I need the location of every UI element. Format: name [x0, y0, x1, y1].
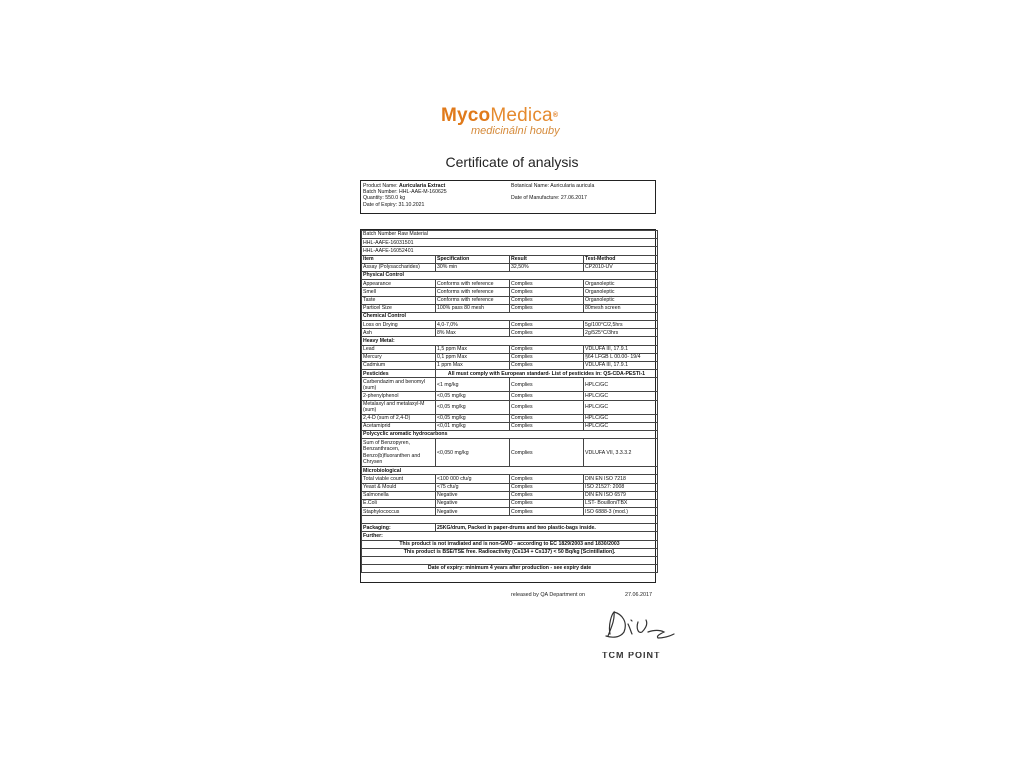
- packaging-label: Packaging:: [362, 524, 436, 532]
- table-row: [362, 353, 658, 361]
- method-cell: HPLC/GC: [584, 400, 658, 414]
- expiry-note: Date of expiry: minimum 4 years after production - see expiry date: [362, 565, 658, 573]
- method-cell: ISO 21527: 2008: [584, 483, 658, 491]
- registered-mark: ®: [552, 112, 559, 119]
- spec-cell: Negative: [436, 508, 510, 516]
- release-date: 27.06.2017: [625, 592, 652, 598]
- spec-cell: <0,05 mg/kg: [436, 400, 510, 414]
- spec-cell: <0,01 mg/kg: [436, 422, 510, 430]
- item-cell: Lead: [362, 345, 436, 353]
- result-cell: 32,50%: [510, 263, 584, 271]
- expiry-row: [362, 565, 658, 573]
- section-microbiological: Microbiological: [362, 467, 658, 475]
- table-row: [362, 329, 658, 337]
- result-cell: Complies: [510, 483, 584, 491]
- spec-cell: 0,1 ppm Max: [436, 353, 510, 361]
- raw-material-row: [362, 231, 658, 239]
- item-cell: E.Coli: [362, 499, 436, 507]
- result-cell: Complies: [510, 353, 584, 361]
- method-cell: HPLC/GC: [584, 414, 658, 422]
- spec-cell: Conforms with reference: [436, 288, 510, 296]
- section-row: [362, 370, 658, 378]
- table-row: [362, 439, 658, 467]
- method-cell: HPLC/GC: [584, 378, 658, 392]
- item-cell: Staphylococcus: [362, 508, 436, 516]
- table-row: [362, 304, 658, 312]
- method-cell: HPLC/GC: [584, 422, 658, 430]
- item-cell: 2-phenylphenol: [362, 392, 436, 400]
- item-cell: Yeast & Mould: [362, 483, 436, 491]
- item-cell: Loss on Drying: [362, 321, 436, 329]
- method-cell: ISO 6888-3 (mod.): [584, 508, 658, 516]
- header-method: Test-Method: [584, 255, 658, 263]
- item-cell: Acetamiprid: [362, 422, 436, 430]
- packaging-row: [362, 524, 658, 532]
- result-cell: Complies: [510, 475, 584, 483]
- logo-myco: Myco: [441, 105, 491, 126]
- section-row: [362, 271, 658, 279]
- method-cell: VDLUFA VII, 3.3.3.2: [584, 439, 658, 467]
- table-row: [362, 296, 658, 304]
- result-cell: Complies: [510, 491, 584, 499]
- item-cell: Metalaxyl and metalaxyl-M (sum): [362, 400, 436, 414]
- method-cell: LST- Bouillon/TBX: [584, 499, 658, 507]
- spec-cell: <75 cfu/g: [436, 483, 510, 491]
- result-cell: Complies: [510, 288, 584, 296]
- table-row: [362, 280, 658, 288]
- pesticides-note: All must comply with European standard- List of pesticides in: QS-CDA-PESTI-1: [436, 370, 658, 378]
- spec-cell: 8% Max: [436, 329, 510, 337]
- table-row: [362, 508, 658, 516]
- further-row: [362, 548, 658, 556]
- spec-cell: <1 mg/kg: [436, 378, 510, 392]
- spacer-cell: [362, 557, 658, 565]
- logo-brand: [441, 106, 581, 126]
- quantity: Quantity: 550.0 kg: [363, 195, 406, 202]
- raw-material-row: [362, 247, 658, 255]
- spec-cell: <100 000 cfu/g: [436, 475, 510, 483]
- spacer-row: [362, 557, 658, 565]
- section-physical: Physical Control: [362, 271, 658, 279]
- method-cell: HPLC/GC: [584, 392, 658, 400]
- table-row: [362, 362, 658, 370]
- spec-cell: <0,05 mg/kg: [436, 414, 510, 422]
- batch-number: Batch Number: HHL-AAE-M-160625: [363, 189, 447, 196]
- item-cell: 2,4-D (sum of 2,4-D): [362, 414, 436, 422]
- method-cell: 80mesh screen: [584, 304, 658, 312]
- table-row: [362, 345, 658, 353]
- result-cell: Complies: [510, 329, 584, 337]
- section-pesticides: Pesticides: [362, 370, 436, 378]
- section-chemical: Chemical Control: [362, 312, 658, 320]
- method-cell: Organoleptic: [584, 280, 658, 288]
- raw-material-batch: HHL-AAFE-16031501: [362, 239, 658, 247]
- section-row: [362, 337, 658, 345]
- result-cell: Complies: [510, 280, 584, 288]
- raw-material-row: [362, 239, 658, 247]
- result-cell: Complies: [510, 508, 584, 516]
- signature-image: [598, 606, 688, 646]
- spec-cell: Negative: [436, 491, 510, 499]
- result-cell: Complies: [510, 378, 584, 392]
- result-cell: Complies: [510, 296, 584, 304]
- method-cell: CP2010-UV: [584, 263, 658, 271]
- table-row: [362, 491, 658, 499]
- spec-cell: 100% pass 80 mesh: [436, 304, 510, 312]
- table-row: [362, 422, 658, 430]
- table-row: [362, 483, 658, 491]
- item-cell: Assay (Polysaccharides): [362, 263, 436, 271]
- table-row: [362, 378, 658, 392]
- spec-cell: <0,050 mg/kg: [436, 439, 510, 467]
- method-cell: §64 LFGB L 00.00- 19/4: [584, 353, 658, 361]
- spec-cell: Negative: [436, 499, 510, 507]
- logo-medica: Medica: [490, 105, 553, 126]
- raw-material-batch: HHL-AAFE-16052401: [362, 247, 658, 255]
- item-cell: Sum of Benzopyren, Benzanthracen, Benzo(b)fluoranthen and Chrysen: [362, 439, 436, 467]
- section-row: [362, 430, 658, 438]
- date-of-manufacture: Date of Manufacture: 27.06.2017: [511, 195, 587, 202]
- spec-cell: Conforms with reference: [436, 280, 510, 288]
- result-cell: Complies: [510, 499, 584, 507]
- table-row: [362, 499, 658, 507]
- spacer-cell: [362, 516, 658, 524]
- further-line1: This product is not irradiated and is non-GMO - according to EC 1829/2003 and 1830/2003: [362, 540, 658, 548]
- method-cell: 5g/100°C/2,5hrs: [584, 321, 658, 329]
- item-cell: Smell: [362, 288, 436, 296]
- item-cell: Ash: [362, 329, 436, 337]
- stamp-image: TCM POINT: [602, 652, 661, 658]
- item-cell: Salmonella: [362, 491, 436, 499]
- method-cell: DIN EN ISO 7218: [584, 475, 658, 483]
- release-text: released by QA Department on: [511, 592, 586, 598]
- spacer-row: [362, 516, 658, 524]
- method-cell: Organoleptic: [584, 288, 658, 296]
- method-cell: VDLUFA III, 17.9.1: [584, 345, 658, 353]
- spec-cell: <0,05 mg/kg: [436, 392, 510, 400]
- method-cell: VDLUFA III, 17.9.1: [584, 362, 658, 370]
- method-cell: 2g/525°C/3hrs: [584, 329, 658, 337]
- spec-cell: 4,0-7,0%: [436, 321, 510, 329]
- item-cell: Taste: [362, 296, 436, 304]
- further-row: [362, 540, 658, 548]
- date-of-expiry: Date of Expiry: 31.10.2021: [363, 201, 425, 208]
- item-cell: Cadmium: [362, 362, 436, 370]
- spec-cell: Conforms with reference: [436, 296, 510, 304]
- result-cell: Complies: [510, 400, 584, 414]
- item-cell: Appearance: [362, 280, 436, 288]
- further-row: [362, 532, 658, 540]
- result-cell: Complies: [510, 392, 584, 400]
- result-cell: Complies: [510, 414, 584, 422]
- further-label: Further:: [362, 532, 658, 540]
- release-note: [511, 592, 652, 598]
- document-title: Certificate of analysis: [445, 154, 579, 170]
- table-row: [362, 400, 658, 414]
- method-cell: DIN EN ISO 6579: [584, 491, 658, 499]
- section-pah: Polycyclic aromatic hydrocarbons: [362, 430, 658, 438]
- spec-cell: 30% min: [436, 263, 510, 271]
- analysis-box: [360, 229, 656, 583]
- item-cell: Total viable count: [362, 475, 436, 483]
- result-cell: Complies: [510, 304, 584, 312]
- analysis-table: [361, 230, 658, 573]
- table-header-row: [362, 255, 658, 263]
- botanical-name: Botanical Name: Auricularia auricula: [511, 183, 595, 189]
- section-heavy-metal: Heavy Metal:: [362, 337, 658, 345]
- product-name: Product Name: Auricularia Extract: [363, 183, 446, 189]
- result-cell: Complies: [510, 345, 584, 353]
- header-result: Result: [510, 255, 584, 263]
- header-item: Item: [362, 255, 436, 263]
- table-row: [362, 475, 658, 483]
- result-cell: Complies: [510, 362, 584, 370]
- packaging-value: 25KG/drum, Packed in paper-drums and two plastic-bags inside.: [436, 524, 658, 532]
- result-cell: Complies: [510, 321, 584, 329]
- item-cell: Mercury: [362, 353, 436, 361]
- table-row: [362, 321, 658, 329]
- item-cell: Carbendazim and benomyl (sum): [362, 378, 436, 392]
- table-row: [362, 392, 658, 400]
- raw-material-label: Batch Number Raw Material: [362, 231, 658, 239]
- table-row: [362, 263, 658, 271]
- method-cell: Organoleptic: [584, 296, 658, 304]
- item-cell: Particel Size: [362, 304, 436, 312]
- section-row: [362, 312, 658, 320]
- mycomedica-logo: [441, 106, 581, 140]
- result-cell: Complies: [510, 439, 584, 467]
- section-row: [362, 467, 658, 475]
- product-info-box: [360, 180, 656, 214]
- spec-cell: 1 ppm Max: [436, 362, 510, 370]
- table-row: [362, 288, 658, 296]
- table-row: [362, 414, 658, 422]
- spec-cell: 1,5 ppm Max: [436, 345, 510, 353]
- result-cell: Complies: [510, 422, 584, 430]
- further-line2: This product is BSE/TSE free. Radioactivity (Cs134 + Cs137) < 50 Bq/kg [Scintillation].: [362, 548, 658, 556]
- logo-tagline: medicinální houby: [471, 125, 560, 137]
- header-spec: Specification: [436, 255, 510, 263]
